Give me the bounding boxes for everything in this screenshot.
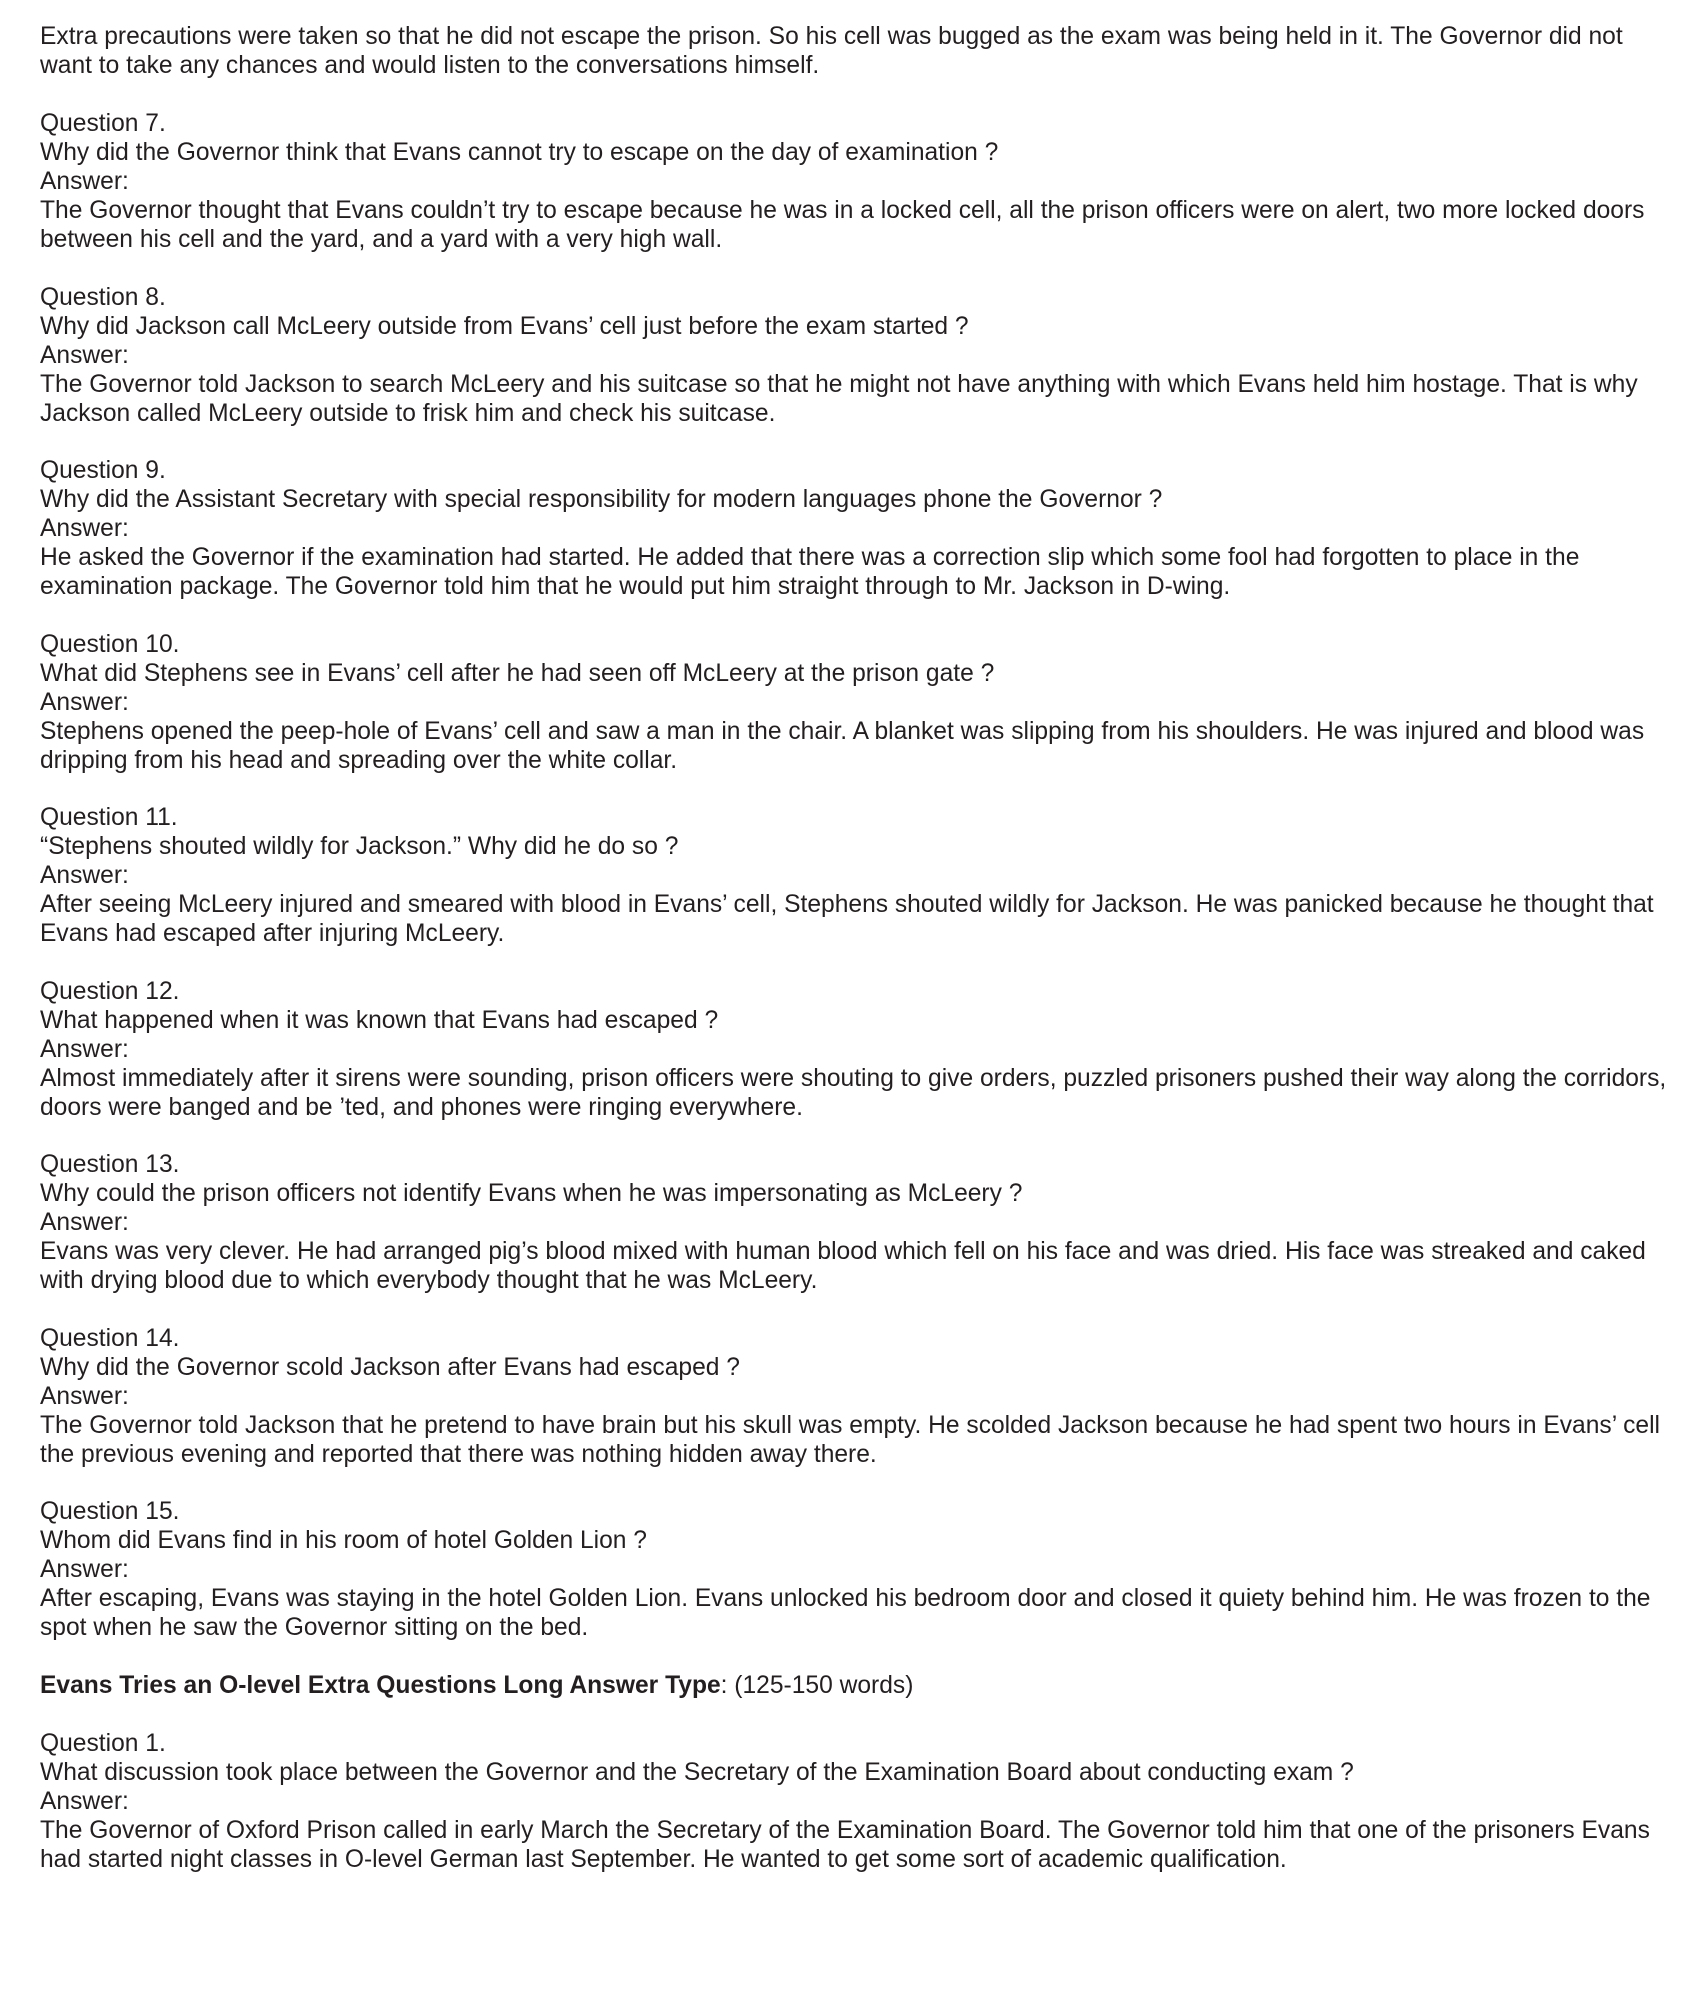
- long-answer-section-word-limit: : (125-150 words): [720, 1671, 914, 1699]
- question-number: Question 13.: [40, 1151, 180, 1178]
- question-text: What did Stephens see in Evans’ cell after he had seen off McLeery at the prison gate ?: [40, 659, 995, 687]
- long-answer-section-title: Evans Tries an O-level Extra Questions Long Answer Type: [40, 1671, 721, 1699]
- question-number: Question 7.: [40, 110, 166, 137]
- answer-text: Almost immediately after it sirens were sounding, prison officers were shouting to give orders, puzzled prisoners pushed their way along the corridors, doors were banged and be ’ted, and phones were ringing everywhere.: [40, 1064, 1667, 1121]
- question-number: Question 9.: [40, 457, 166, 484]
- document-page: [40, 22, 1670, 1902]
- question-block: [40, 630, 1670, 775]
- question-block: [40, 283, 1670, 428]
- answer-text: He asked the Governor if the examination had started. He added that there was a correction slip which some fool had forgotten to place in the examination package. The Governor told him that he would put him straight through to Mr. Jackson in D-wing.: [40, 544, 1580, 600]
- answer-text: After escaping, Evans was staying in the hotel Golden Lion. Evans unlocked his bedroom door and closed it quiety behind him. He was frozen to the spot when he saw the Governor sitting on the bed.: [40, 1585, 1651, 1641]
- question-block: [40, 803, 1670, 948]
- answer-label: Answer:: [40, 1556, 129, 1583]
- answer-label: Answer:: [40, 341, 129, 369]
- answer-text: Evans was very clever. He had arranged pig’s blood mixed with human blood which fell on his face and was dried. His face was streaked and caked with drying blood due to which everybody thought that he was McLeery.: [40, 1238, 1646, 1294]
- question-text: Why did the Assistant Secretary with special responsibility for modern languages phone the Governor ?: [40, 486, 1163, 513]
- answer-text: The Governor thought that Evans couldn’t try to escape because he was in a locked cell, all the prison officers were on alert, two more locked doors between his cell and the yard, and a yard with a very high wall.: [40, 197, 1645, 253]
- question-number: Question 15.: [40, 1498, 180, 1525]
- answer-label: Answer:: [40, 168, 129, 195]
- question-block: [40, 1150, 1670, 1295]
- long-answer-questions: [40, 1729, 1670, 1874]
- answer-label: Answer:: [40, 515, 129, 542]
- question-block: [40, 1729, 1670, 1874]
- question-block: [40, 456, 1670, 601]
- question-block: [40, 109, 1670, 254]
- short-answer-questions: [40, 109, 1670, 1642]
- answer-label: Answer:: [40, 1209, 129, 1236]
- intro-paragraph: Extra precautions were taken so that he did not escape the prison. So his cell was bugged as the exam was being held in it. The Governor did not want to take any chances and would listen to the conversations himself.: [40, 23, 1623, 79]
- question-block: [40, 1497, 1670, 1642]
- answer-label: Answer:: [40, 1035, 129, 1063]
- question-text: Why did Jackson call McLeery outside from Evans’ cell just before the exam started ?: [40, 312, 969, 340]
- question-number: Question 1.: [40, 1729, 166, 1757]
- answer-text: The Governor told Jackson that he pretend to have brain but his skull was empty. He scolded Jackson because he had spent two hours in Evans’ cell the previous evening and reported that there was nothing hidden away there.: [40, 1411, 1660, 1468]
- question-text: “Stephens shouted wildly for Jackson.” Why did he do so ?: [40, 833, 679, 860]
- question-number: Question 10.: [40, 630, 180, 658]
- question-block: [40, 1324, 1670, 1469]
- question-text: What discussion took place between the Governor and the Secretary of the Examination Board about conducting exam ?: [40, 1758, 1354, 1786]
- question-text: What happened when it was known that Evans had escaped ?: [40, 1006, 719, 1034]
- question-number: Question 12.: [40, 977, 180, 1005]
- answer-label: Answer:: [40, 862, 129, 889]
- answer-text: The Governor of Oxford Prison called in early March the Secretary of the Examination Board. The Governor told him that one of the prisoners Evans had started night classes in O-level German last September. He wanted to get some sort of academic qualification.: [40, 1816, 1650, 1873]
- answer-label: Answer:: [40, 688, 129, 716]
- answer-text: After seeing McLeery injured and smeared with blood in Evans’ cell, Stephens shouted wildly for Jackson. He was panicked because he thought that Evans had escaped after injuring McLeery.: [40, 891, 1654, 947]
- long-answer-section-heading: [40, 1671, 1670, 1700]
- question-block: [40, 977, 1670, 1122]
- question-number: Question 14.: [40, 1324, 180, 1352]
- answer-label: Answer:: [40, 1382, 129, 1410]
- question-number: Question 8.: [40, 283, 166, 311]
- question-number: Question 11.: [40, 804, 178, 831]
- question-text: Why did the Governor think that Evans cannot try to escape on the day of examination ?: [40, 139, 999, 166]
- question-text: Whom did Evans find in his room of hotel Golden Lion ?: [40, 1527, 647, 1554]
- answer-text: The Governor told Jackson to search McLeery and his suitcase so that he might not have anything with which Evans held him hostage. That is why Jackson called McLeery outside to frisk him and check his suitcase.: [40, 370, 1638, 427]
- answer-text: Stephens opened the peep-hole of Evans’ cell and saw a man in the chair. A blanket was slipping from his shoulders. He was injured and blood was dripping from his head and spreading over the white collar.: [40, 717, 1645, 774]
- question-text: Why could the prison officers not identify Evans when he was impersonating as McLeery ?: [40, 1180, 1023, 1207]
- question-text: Why did the Governor scold Jackson after Evans had escaped ?: [40, 1353, 740, 1381]
- answer-label: Answer:: [40, 1787, 129, 1815]
